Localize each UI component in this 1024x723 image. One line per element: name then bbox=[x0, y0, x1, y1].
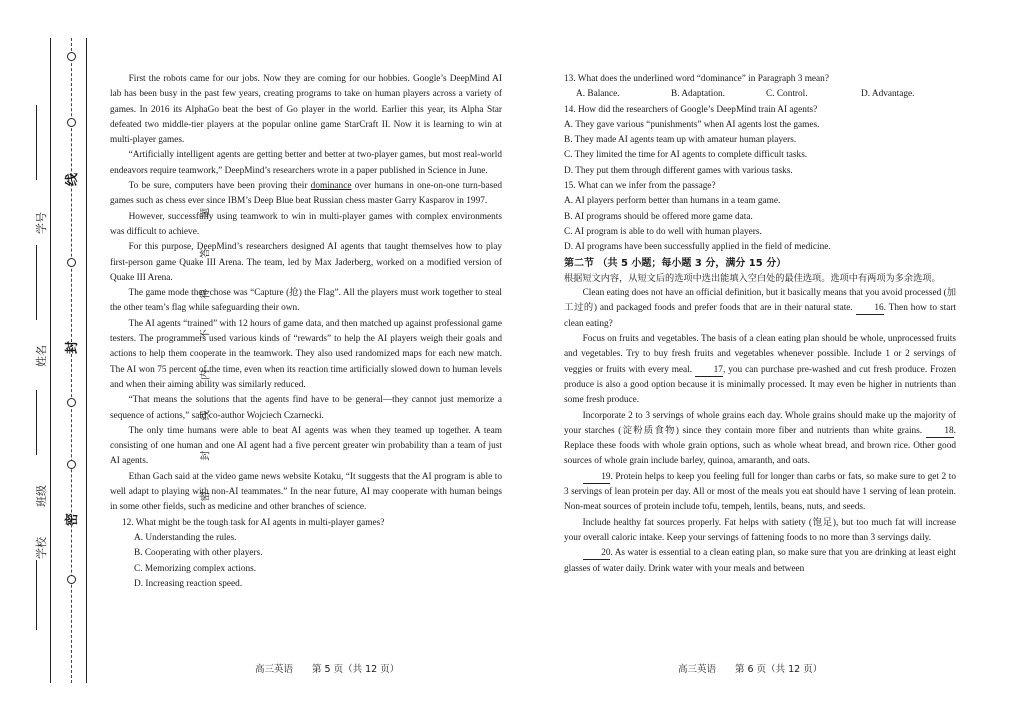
question-13-option[interactable]: C. Control. bbox=[766, 89, 808, 100]
underlined-word: dominance bbox=[310, 181, 352, 192]
field-student-id bbox=[36, 105, 37, 180]
left-page-column bbox=[110, 72, 502, 592]
binding-hole-2 bbox=[67, 118, 76, 127]
seal-notice: 密 封 线 内 不 得 答 题 bbox=[200, 193, 212, 502]
seal-char-mi: 密 bbox=[64, 512, 80, 527]
seal-char-xian: 线 bbox=[64, 172, 80, 187]
label-school: 学校 bbox=[36, 537, 48, 559]
binding-line-outer bbox=[50, 38, 51, 683]
question-13-option[interactable]: A. Balance. bbox=[576, 89, 620, 100]
text: Incorporate 2 to 3 servings of whole grains each day. Whole grains should make up the majority of your starches (淀粉质食物) since they contain more fiber and nutrients than white grains. bbox=[564, 410, 956, 436]
right-page-footer: 高三英语 第 6 页（共 12 页） bbox=[678, 664, 823, 675]
question-13-options bbox=[576, 87, 956, 102]
left-page-footer: 高三英语 第 5 页（共 12 页） bbox=[255, 664, 400, 675]
text: . Then how to start clean eating? bbox=[564, 303, 956, 329]
question-15-option[interactable]: A. AI players perform better than humans in a team game. bbox=[564, 196, 781, 207]
text: . Protein helps to keep you feeling full for longer than carbs or fats, so make sure to get 2 to 3 servings of lean protein per day. All or most of the meals you eat should have 1 serving of lean protein. Non-meat sources of protein include tofu, tempeh, lentils, beans, nuts, and seeds. bbox=[564, 471, 956, 513]
passage-paragraph-dominance bbox=[110, 179, 502, 210]
text: Clean eating does not have an official definition, but it basically means that you avoid processed (加工过的) and packaged foods and prefer foods that are in their natural state. bbox=[564, 288, 957, 314]
passage-paragraph: However, successfully using teamwork to win in multi-player games with complex environments was difficult to achieve. bbox=[110, 211, 502, 237]
binding-hole-6 bbox=[67, 575, 76, 584]
right-page-column bbox=[564, 72, 956, 577]
question-12-option[interactable]: B. Cooperating with other players. bbox=[134, 548, 263, 559]
blank-18[interactable]: 18 bbox=[926, 425, 954, 438]
question-13-stem: 13. What does the underlined word “dominance” in Paragraph 3 mean? bbox=[564, 74, 829, 84]
question-12-stem: 12. What might be the tough task for AI agents in multi-player games? bbox=[122, 517, 385, 528]
binding-dashed-line bbox=[71, 38, 72, 683]
text: To be sure, computers have been proving their bbox=[128, 181, 311, 192]
question-12-option[interactable]: A. Understanding the rules. bbox=[134, 532, 237, 543]
question-14-option[interactable]: A. They gave various “punishments” when AI agents lost the games. bbox=[564, 119, 820, 130]
seal-char-feng: 封 bbox=[64, 340, 80, 355]
field-school bbox=[36, 560, 37, 630]
text: , you can purchase pre-washed and cut fresh produce. Frozen produce is also a good option because it is minimally processed. It may even be higher in nutrients than some fresh produce. bbox=[564, 364, 956, 406]
cloze-paragraph-4 bbox=[564, 470, 956, 516]
question-15-option[interactable]: D. AI programs have been successfully applied in the field of medicine. bbox=[564, 242, 831, 253]
question-12-option[interactable]: D. Increasing reaction speed. bbox=[134, 578, 243, 589]
passage-paragraph: First the robots came for our jobs. Now they are coming for our hobbies. Google’s DeepMind AI lab has been busy in the past few years, creating programs to take on human players across a variety of games. In 2016 its AlphaGo beat the best of Go player in the world. Earlier this year, its Alpha Star defeated two middle-tier players at the popular online game StarCraft II. Now it is learning to win at multi-player games. bbox=[110, 74, 502, 146]
label-class: 班级 bbox=[36, 485, 48, 507]
binding-line-inner bbox=[86, 38, 87, 683]
binding-hole-1 bbox=[67, 52, 76, 61]
cloze-paragraph-6 bbox=[564, 546, 956, 577]
question-14-option[interactable]: B. They made AI agents team up with amateur human players. bbox=[564, 135, 797, 146]
passage-paragraph: Ethan Gach said at the video game news website Kotaku, “It suggests that the AI program is able to well adapt to playing with non-AI teammates.” In the near future, AI may cooperate with human beings in some other fields, such as medicine and other branches of science. bbox=[110, 471, 502, 513]
blank-19[interactable]: 19 bbox=[583, 471, 611, 484]
text: over humans in one-on-one turn-based games such as chess ever since IBM’s Deep Blue beat Russian chess master Garry Kasparov in 1997. bbox=[110, 181, 502, 207]
passage-paragraph: “Artificially intelligent agents are getting better and better at two-player games, but most real-world endeavors require teamwork,” DeepMind’s researchers wrote in a paper published in Science in June. bbox=[110, 150, 502, 176]
question-13-option[interactable]: B. Adaptation. bbox=[671, 89, 725, 100]
section-instruction: 根据短文内容，从短文后的选项中选出能填入空白处的最佳选项。选项中有两项为多余选项。 bbox=[564, 272, 941, 284]
question-13-option[interactable]: D. Advantage. bbox=[861, 89, 915, 100]
passage-paragraph: “That means the solutions that the agents find have to be general—they cannot just memorize a sequence of actions,” said co-author Wojciech Czarnecki. bbox=[110, 395, 502, 421]
text: . As water is essential to a clean eating plan, so make sure that you are drinking at least eight glasses of water daily. Drink water with your meals and between bbox=[564, 548, 956, 574]
blank-16[interactable]: 16 bbox=[856, 302, 884, 315]
text: . Replace these foods with whole grain options, such as whole wheat bread, and brown rice. Other good sources of whole grain include barley, quinoa, amaranth, and oats. bbox=[564, 425, 956, 467]
label-name: 姓名 bbox=[36, 345, 48, 367]
question-15-stem: 15. What can we infer from the passage? bbox=[564, 181, 716, 192]
question-14-option[interactable]: D. They put them through different games with various tasks. bbox=[564, 165, 793, 176]
question-15-option[interactable]: C. AI program is able to do well with human players. bbox=[564, 226, 762, 237]
passage-paragraph: The game mode they chose was “Capture (抢) the Flag”. All the players must work together to steal the other team’s flag while safeguarding their own. bbox=[110, 288, 502, 314]
question-14-stem: 14. How did the researchers of Google’s DeepMind train AI agents? bbox=[564, 104, 818, 115]
question-14-option[interactable]: C. They limited the time for AI agents to complete difficult tasks. bbox=[564, 150, 808, 161]
question-12-option[interactable]: C. Memorizing complex actions. bbox=[134, 563, 257, 574]
label-student-id: 学号 bbox=[36, 212, 48, 234]
cloze-paragraph-2 bbox=[564, 332, 956, 408]
passage-paragraph: The AI agents “trained” with 12 hours of game data, and then matched up against professional game testers. The programmers used various kinds of “rewards” to help the AI players weigh their goals and actions to help them cooperate in the teamwork. They also used randomized maps for each new match. The AI won 75 percent of the time, even when its reaction time artificially slowed down to human levels and when their aiming ability was similarly reduced. bbox=[110, 318, 502, 390]
question-15-option[interactable]: B. AI programs should be offered more game data. bbox=[564, 211, 753, 222]
binding-hole-4 bbox=[67, 398, 76, 407]
passage-paragraph: The only time humans were able to beat AI agents was when they teamed up together. A team consisting of one human and one AI agent had a five percent greater win probability than a team of just AI agents. bbox=[110, 425, 502, 467]
field-name bbox=[36, 245, 37, 320]
blank-20[interactable]: 20 bbox=[583, 547, 611, 560]
text: Focus on fruits and vegetables. The basis of a clean eating plan should be whole, unprocessed fruits and vegetables. Try to buy fresh fruits and vegetables whenever possible. Include 1 or 2 servings of veggies or fruits with every meal. bbox=[564, 334, 956, 375]
binding-hole-3 bbox=[67, 258, 76, 267]
cloze-paragraph-1 bbox=[564, 286, 956, 332]
binding-hole-5 bbox=[67, 460, 76, 469]
passage-paragraph: For this purpose, DeepMind’s researchers designed AI agents that taught themselves how to play first-person game Quake III Arena. The team, led by Max Jaderberg, worked on a modified version of Quake III Arena. bbox=[110, 242, 502, 283]
section-title: 第二节 （共 5 小题；每小题 3 分，满分 15 分） bbox=[564, 257, 787, 269]
cloze-paragraph-5: Include healthy fat sources properly. Fat helps with satiety (饱足), but too much fat will increase your overall caloric intake. Keep your servings of fattening foods to no more than 3 servings daily. bbox=[564, 517, 956, 543]
field-class bbox=[36, 390, 37, 455]
blank-17[interactable]: 17 bbox=[695, 364, 723, 377]
cloze-paragraph-3 bbox=[564, 409, 956, 470]
